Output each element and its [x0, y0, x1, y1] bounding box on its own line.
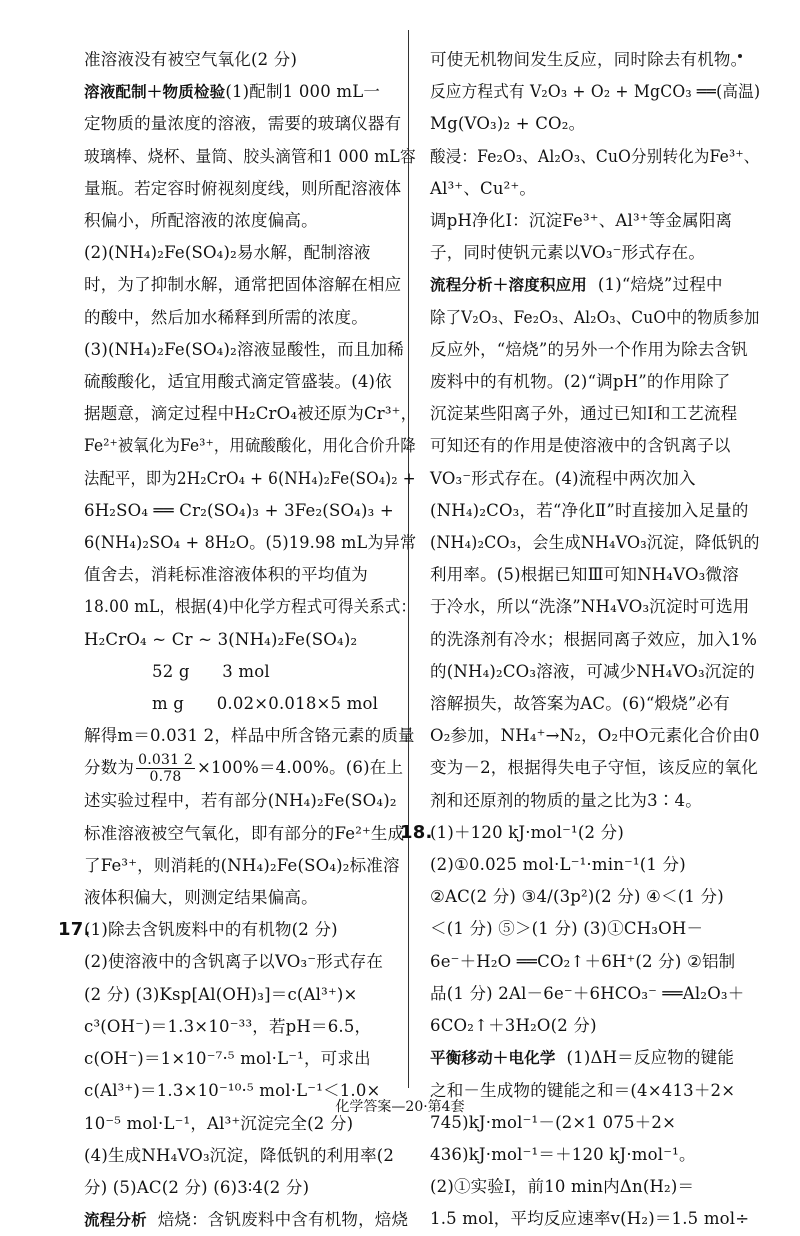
text-line: 时，为了抑制水解，通常把固体溶解在相应 — [84, 275, 402, 295]
text-line: 标准溶液被空气氧化，即有部分的Fe²⁺生成 — [84, 823, 405, 843]
text-line: 剂和还原剂的物质的量之比为3∶4。 — [430, 790, 702, 810]
text-line: 调pH净化Ⅰ：沉淀Fe³⁺、Al³⁺等金属阳离 — [430, 211, 733, 231]
text-line: 法配平，即为2H₂CrO₄ + 6(NH₄)₂Fe(SO₄)₂ + — [84, 468, 416, 488]
text-line: 的(NH₄)₂CO₃溶液，可减少NH₄VO₃沉淀的 — [430, 661, 755, 681]
analysis-text: (1)“焙烧”过程中 — [587, 275, 723, 295]
text-line: 除了V₂O₃、Fe₂O₃、Al₂O₃、CuO中的物质参加 — [430, 307, 760, 327]
text-line: 利用率。(5)根据已知Ⅲ可知NH₄VO₃微溶 — [430, 565, 739, 585]
text-line: 变为－2，根据得失电子守恒，该反应的氧化 — [430, 758, 758, 778]
text-line — [430, 1042, 760, 1074]
text-line: 10⁻⁵ mol·L⁻¹，Al³⁺沉淀完全(2 分) — [84, 1113, 354, 1133]
analysis-heading: 流程分析＋溶度积应用 — [430, 276, 588, 295]
question-number: 17. — [58, 919, 91, 941]
text-line: O₂参加，NH₄⁺→N₂，O₂中O元素化合价由0 — [430, 726, 760, 746]
question-number: 18. — [400, 821, 433, 843]
text-line: 量瓶。若定容时俯视刻度线，则所配溶液体 — [84, 178, 402, 198]
equation-line: 反应方程式有 V₂O₃ + O₂ + MgCO₃ ══(高温) — [430, 82, 761, 102]
text-line: c(Al³⁺)＝1.3×10⁻¹⁰·⁵ mol·L⁻¹＜1.0× — [84, 1081, 381, 1101]
text-line — [84, 76, 416, 108]
fraction — [136, 752, 195, 785]
text-line: (NH₄)₂CO₃，会生成NH₄VO₃沉淀，降低钒的 — [430, 533, 760, 553]
analysis-heading: 溶液配制＋物质检验 — [84, 83, 226, 102]
relation-row: 52 g 3 mol — [152, 661, 270, 681]
text-line: 436)kJ·mol⁻¹＝＋120 kJ·mol⁻¹。 — [430, 1144, 696, 1164]
text-line: 品(1 分) 2Al－6e⁻＋6HCO₃⁻ ══Al₂O₃＋ — [430, 983, 745, 1003]
text-line: (2)①0.025 mol·L⁻¹·min⁻¹(1 分) — [430, 855, 686, 875]
q17-first-line — [58, 914, 416, 946]
analysis-text: (1)配制1 000 mL一 — [225, 82, 381, 102]
text-line: (2 分) (3)Ksp[Al(OH)₃]＝c(Al³⁺)× — [84, 984, 358, 1004]
fraction-suffix: ×100%＝4.00%。(6)在上 — [196, 758, 404, 778]
text-line: 述实验过程中，若有部分(NH₄)₂Fe(SO₄)₂ — [84, 791, 397, 811]
q18-first-line — [400, 817, 760, 849]
text-line: (NH₄)₂CO₃，若“净化Ⅱ”时直接加入足量的 — [430, 500, 749, 520]
text-line: 于冷水，所以“洗涤”NH₄VO₃沉淀时可选用 — [430, 597, 750, 617]
text-line: 可知还有的作用是使溶液中的含钒离子以 — [430, 436, 731, 456]
text-line: (2)①实验Ⅰ，前10 min内Δn(H₂)＝ — [430, 1177, 695, 1197]
text-line: Al³⁺、Cu²⁺。 — [430, 178, 537, 198]
answer-text: (1)＋120 kJ·mol⁻¹(2 分) — [430, 822, 624, 842]
fraction-numerator: 0.031 2 — [138, 752, 193, 769]
text-line: 积偏小，所配溶液的浓度偏高。 — [84, 211, 318, 231]
text-line: 6H₂SO₄ ══ Cr₂(SO₄)₃ + 3Fe₂(SO₄)₃ + — [84, 500, 394, 520]
text-line: c(OH⁻)＝1×10⁻⁷·⁵ mol·L⁻¹，可求出 — [84, 1049, 371, 1069]
text-line: 废料中的有机物。(2)“调pH”的作用除了 — [430, 372, 731, 392]
text-line: 玻璃棒、烧杯、量筒、胶头滴管和1 000 mL容 — [84, 146, 416, 166]
text-line: (3)(NH₄)₂Fe(SO₄)₂溶液显酸性，而且加稀 — [84, 339, 404, 359]
text-line: 子，同时使钒元素以VO₃⁻形式存在。 — [430, 243, 706, 263]
text-line: 的洗涤剂有冷水；根据同离子效应，加入1% — [430, 629, 758, 649]
fraction-prefix: 分数为 — [84, 758, 135, 778]
text-line: 6(NH₄)₂SO₄ + 8H₂O。(5)19.98 mL为异常 — [84, 533, 417, 553]
relation-formula: H₂CrO₄ ~ Cr ~ 3(NH₄)₂Fe(SO₄)₂ — [84, 629, 358, 649]
text-line: 的酸中，然后加水稀释到所需的浓度。 — [84, 307, 368, 327]
text-line: 酸浸：Fe₂O₃、Al₂O₃、CuO分别转化为Fe³⁺、 — [430, 146, 760, 166]
text-line: 745)kJ·mol⁻¹－(2×1 075＋2× — [430, 1112, 677, 1132]
analysis-heading: 平衡移动＋电化学 — [430, 1049, 556, 1068]
analysis-text: 焙烧：含钒废料中含有机物，焙烧 — [146, 1210, 409, 1230]
text-line: 定物质的量浓度的溶液，需要的玻璃仪器有 — [84, 114, 402, 134]
text-line: 之和－生成物的键能之和＝(4×413＋2× — [430, 1080, 736, 1100]
text-line: 据题意，滴定过程中H₂CrO₄被还原为Cr³⁺， — [84, 404, 418, 424]
text-line: 分) (5)AC(2 分) (6)3∶4(2 分) — [84, 1177, 310, 1197]
text-line: (2)(NH₄)₂Fe(SO₄)₂易水解，配制溶液 — [84, 243, 371, 263]
text-line: 1.5 mol，平均反应速率v(H₂)＝1.5 mol÷ — [430, 1209, 750, 1229]
text-line: 值舍去，消耗标准溶液体积的平均值为 — [84, 565, 368, 585]
text-line: VO₃⁻形式存在。(4)流程中两次加入 — [430, 468, 696, 488]
text-line: 解得m＝0.031 2，样品中所含铬元素的质量 — [84, 726, 415, 746]
analysis-text: (1)ΔH＝反应物的键能 — [555, 1048, 735, 1068]
text-line: 液体积偏大，则测定结果偏高。 — [84, 888, 318, 908]
text-line: 硫酸酸化，适宜用酸式滴定管盛装。(4)依 — [84, 372, 392, 392]
analysis-heading: 流程分析 — [84, 1211, 147, 1230]
fraction-denominator: 0.78 — [149, 769, 182, 786]
text-line: (4)生成NH₄VO₃沉淀，降低钒的利用率(2 — [84, 1145, 395, 1165]
page-footer: 化学答案—20·第4套 — [335, 1099, 465, 1115]
relation-row: m g 0.02×0.018×5 mol — [152, 694, 379, 714]
text-line: 18.00 mL，根据(4)中化学方程式可得关系式： — [84, 597, 417, 617]
text-line: 6CO₂↑＋3H₂O(2 分) — [430, 1016, 597, 1036]
text-line: 沉淀某些阳离子外，通过已知Ⅰ和工艺流程 — [430, 404, 738, 424]
text-line — [84, 1204, 416, 1236]
text-line — [430, 269, 760, 301]
text-line: (2)使溶液中的含钒离子以VO₃⁻形式存在 — [84, 952, 384, 972]
text-line: 准溶液没有被空气氧化(2 分) — [84, 50, 298, 69]
text-line: 溶解损失，故答案为AC。(6)“煅烧”必有 — [430, 694, 730, 714]
text-line: ＜(1 分) ⑤＞(1 分) (3)①CH₃OH－ — [430, 919, 704, 939]
text-line: Fe²⁺被氧化为Fe³⁺，用硫酸酸化，用化合价升降 — [84, 436, 416, 456]
text-line: 反应外，“焙烧”的另外一个作用为除去含钒 — [430, 339, 748, 359]
left-column — [58, 44, 418, 1236]
text-line: c³(OH⁻)＝1.3×10⁻³³，若pH＝6.5， — [84, 1016, 372, 1036]
text-line: 可使无机物间发生反应，同时除去有机物。 — [430, 50, 748, 69]
text-line: Mg(VO₃)₂ + CO₂。 — [430, 114, 586, 134]
fraction-line — [84, 752, 416, 785]
text-line: ②AC(2 分) ③4/(3p²)(2 分) ④＜(1 分) — [430, 887, 724, 907]
text-line: 6e⁻＋H₂O ══CO₂↑＋6H⁺(2 分) ②铝制 — [430, 951, 736, 971]
answer-text: (1)除去含钒废料中的有机物(2 分) — [84, 920, 338, 940]
text-line: 了Fe³⁺，则消耗的(NH₄)₂Fe(SO₄)₂标准溶 — [84, 855, 400, 875]
